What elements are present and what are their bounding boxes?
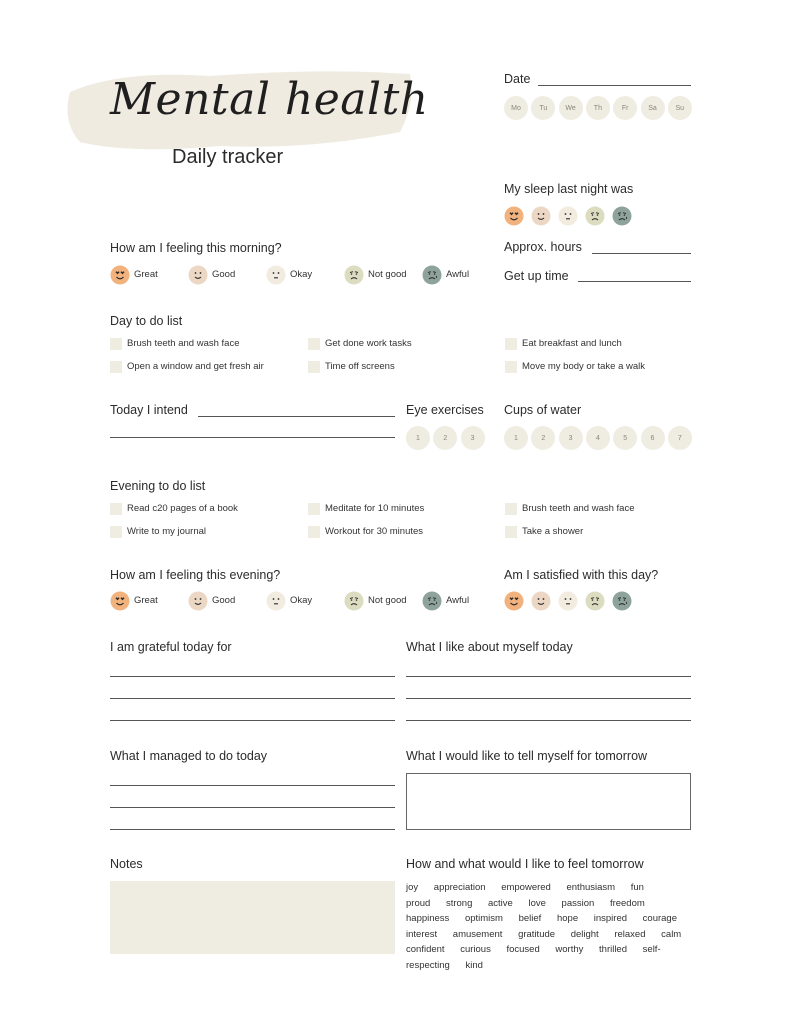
feeling-word: love	[528, 897, 546, 909]
page-subtitle: Daily tracker	[172, 146, 284, 168]
evening-todo-item-label: Write to my journal	[127, 526, 207, 537]
feeling-word: worthy	[555, 944, 584, 956]
feeling-word: joy	[406, 882, 419, 893]
water-cup-4[interactable]: 4	[586, 426, 610, 450]
day-circle-tu[interactable]: Tu	[531, 96, 555, 120]
managed-label: What I managed to do today	[110, 749, 268, 763]
day-circle-su[interactable]: Su	[668, 96, 692, 120]
day-todo-checkbox[interactable]	[505, 361, 517, 373]
day-todo-item-label: Move my body or take a walk	[522, 361, 646, 372]
morning-label: How am I feeling this morning?	[110, 241, 282, 255]
day-todo-checkbox[interactable]	[308, 361, 320, 373]
water-label: Cups of water	[504, 403, 582, 417]
morning-mood-label: Okay	[290, 269, 313, 280]
feeling-word: relaxed	[614, 928, 646, 940]
day-todo-checkbox[interactable]	[505, 338, 517, 350]
grateful-label: I am grateful today for	[110, 640, 232, 654]
day-todo-item-label: Brush teeth and wash face	[127, 338, 240, 349]
feeling-word: delight	[570, 928, 599, 940]
feeling-word: interest	[406, 928, 438, 940]
feeling-word: belief	[518, 913, 542, 925]
satisfied-awful-face-icon[interactable]	[612, 591, 632, 611]
hours-label: Approx. hours	[504, 240, 582, 254]
feeling-word: courage	[642, 913, 678, 925]
day-todo-label: Day to do list	[110, 314, 183, 328]
day-todo-item-label: Time off screens	[325, 361, 395, 372]
feeling-word: freedom	[609, 897, 645, 909]
evening-todo-checkbox[interactable]	[110, 526, 122, 538]
evening-label: How am I feeling this evening?	[110, 568, 281, 582]
evening-todo-item-label: Brush teeth and wash face	[522, 503, 635, 514]
water-cup-5[interactable]: 5	[613, 426, 637, 450]
feeling-word: active	[488, 897, 513, 909]
feeling-word: thrilled	[599, 944, 628, 956]
feeling-word: focused	[506, 944, 540, 956]
grateful-line-2[interactable]	[110, 698, 395, 699]
day-todo-checkbox[interactable]	[308, 338, 320, 350]
feeling-word: confident	[406, 944, 445, 956]
sleep-awful-face-icon[interactable]	[612, 206, 632, 226]
day-circle-sa[interactable]: Sa	[641, 96, 665, 120]
evening-todo-checkbox[interactable]	[308, 526, 320, 538]
sleep-not-good-face-icon[interactable]	[585, 206, 605, 226]
feeling-word: gratitude	[518, 928, 556, 940]
feeling-word: curious	[460, 944, 491, 956]
feeling-word: kind	[465, 959, 483, 971]
managed-line-3[interactable]	[110, 829, 395, 830]
evening-great-face-icon[interactable]	[110, 591, 130, 611]
getup-field[interactable]	[578, 281, 691, 282]
eye-label: Eye exercises	[406, 403, 484, 417]
water-cup-1[interactable]: 1	[504, 426, 528, 450]
day-todo-item-label: Get done work tasks	[325, 338, 412, 349]
feeling-word: hope	[556, 913, 579, 925]
managed-line-2[interactable]	[110, 807, 395, 808]
day-circle-mo[interactable]: Mo	[504, 96, 528, 120]
water-cup-3[interactable]: 3	[559, 426, 583, 450]
date-field[interactable]	[538, 85, 691, 86]
feeling-word: passion	[561, 897, 595, 909]
satisfied-great-face-icon[interactable]	[504, 591, 524, 611]
date-label: Date	[504, 72, 531, 86]
morning-mood-label: Awful	[446, 269, 470, 280]
feeling-word: optimism	[464, 913, 503, 925]
evening-mood-label: Awful	[446, 595, 470, 606]
evening-todo-item-label: Take a shower	[522, 526, 584, 537]
satisfied-label: Am I satisfied with this day?	[504, 568, 659, 582]
day-todo-checkbox[interactable]	[110, 361, 122, 373]
grateful-line-1[interactable]	[110, 676, 395, 677]
evening-okay-face-icon[interactable]	[266, 591, 286, 611]
evening-mood-label: Okay	[290, 595, 313, 606]
evening-mood-label: Great	[134, 595, 158, 606]
notes-label: Notes	[110, 857, 143, 871]
getup-label: Get up time	[504, 269, 569, 283]
feeling-word: happiness	[406, 913, 450, 925]
evening-todo-checkbox[interactable]	[308, 503, 320, 515]
feeling-word: calm	[661, 928, 682, 940]
feeling-word: enthusiasm	[566, 882, 616, 893]
day-todo-item-label: Open a window and get fresh air	[127, 361, 264, 372]
evening-mood-label: Good	[212, 595, 236, 606]
feel-label: How and what would I like to feel tomorrow	[406, 857, 644, 871]
tell-label: What I would like to tell myself for tomorrow	[406, 749, 648, 763]
notes-box[interactable]	[110, 881, 395, 954]
morning-mood-label: Good	[212, 269, 236, 280]
morning-mood-label: Not good	[368, 269, 407, 280]
satisfied-okay-face-icon[interactable]	[558, 591, 578, 611]
grateful-line-3[interactable]	[110, 720, 395, 721]
morning-awful-face-icon[interactable]	[422, 265, 442, 285]
sleep-good-face-icon[interactable]	[531, 206, 551, 226]
day-circle-th[interactable]: Th	[586, 96, 610, 120]
morning-okay-face-icon[interactable]	[266, 265, 286, 285]
evening-todo-label: Evening to do list	[110, 479, 206, 493]
evening-todo-item-label: Meditate for 10 minutes	[325, 503, 425, 514]
evening-todo-checkbox[interactable]	[110, 503, 122, 515]
like-label: What I like about myself today	[406, 640, 573, 654]
eye-circle-3[interactable]: 3	[461, 426, 485, 450]
evening-not-good-face-icon[interactable]	[344, 591, 364, 611]
feeling-word: proud	[406, 897, 431, 909]
intend-field-1[interactable]	[198, 416, 395, 417]
like-line-1[interactable]	[406, 676, 691, 677]
evening-todo-checkbox[interactable]	[505, 526, 517, 538]
water-cup-6[interactable]: 6	[641, 426, 665, 450]
feeling-word: self-respecting	[406, 944, 661, 971]
hours-field[interactable]	[592, 253, 691, 254]
eye-circle-1[interactable]: 1	[406, 426, 430, 450]
morning-great-face-icon[interactable]	[110, 265, 130, 285]
feeling-word: strong	[445, 897, 473, 909]
feeling-word: inspired	[593, 913, 628, 925]
day-todo-checkbox[interactable]	[110, 338, 122, 350]
like-line-2[interactable]	[406, 698, 691, 699]
page-title: Mental health	[110, 74, 429, 125]
feeling-word: amusement	[452, 928, 503, 940]
evening-todo-item-label: Workout for 30 minutes	[325, 526, 424, 537]
day-todo-item-label: Eat breakfast and lunch	[522, 338, 622, 349]
managed-line-1[interactable]	[110, 785, 395, 786]
morning-not-good-face-icon[interactable]	[344, 265, 364, 285]
sleep-great-face-icon[interactable]	[504, 206, 524, 226]
feeling-word: empowered	[501, 882, 551, 893]
morning-mood-label: Great	[134, 269, 158, 280]
like-line-3[interactable]	[406, 720, 691, 721]
feeling-word: fun	[630, 882, 644, 893]
evening-good-face-icon[interactable]	[188, 591, 208, 611]
sleep-label: My sleep last night was	[504, 182, 634, 196]
tell-box[interactable]	[406, 773, 691, 830]
evening-todo-checkbox[interactable]	[505, 503, 517, 515]
day-circle-we[interactable]: We	[559, 96, 583, 120]
evening-mood-label: Not good	[368, 595, 407, 606]
evening-todo-item-label: Read c20 pages of a book	[127, 503, 238, 514]
water-cup-2[interactable]: 2	[531, 426, 555, 450]
day-circle-fr[interactable]: Fr	[613, 96, 637, 120]
water-cup-7[interactable]: 7	[668, 426, 692, 450]
feeling-word: appreciation	[433, 882, 486, 893]
sleep-okay-face-icon[interactable]	[558, 206, 578, 226]
intend-field-2[interactable]	[110, 437, 395, 438]
morning-good-face-icon[interactable]	[188, 265, 208, 285]
intend-label: Today I intend	[110, 403, 188, 417]
eye-circle-2[interactable]: 2	[433, 426, 457, 450]
evening-awful-face-icon[interactable]	[422, 591, 442, 611]
satisfied-not-good-face-icon[interactable]	[585, 591, 605, 611]
satisfied-good-face-icon[interactable]	[531, 591, 551, 611]
feelings-word-list	[406, 880, 696, 974]
